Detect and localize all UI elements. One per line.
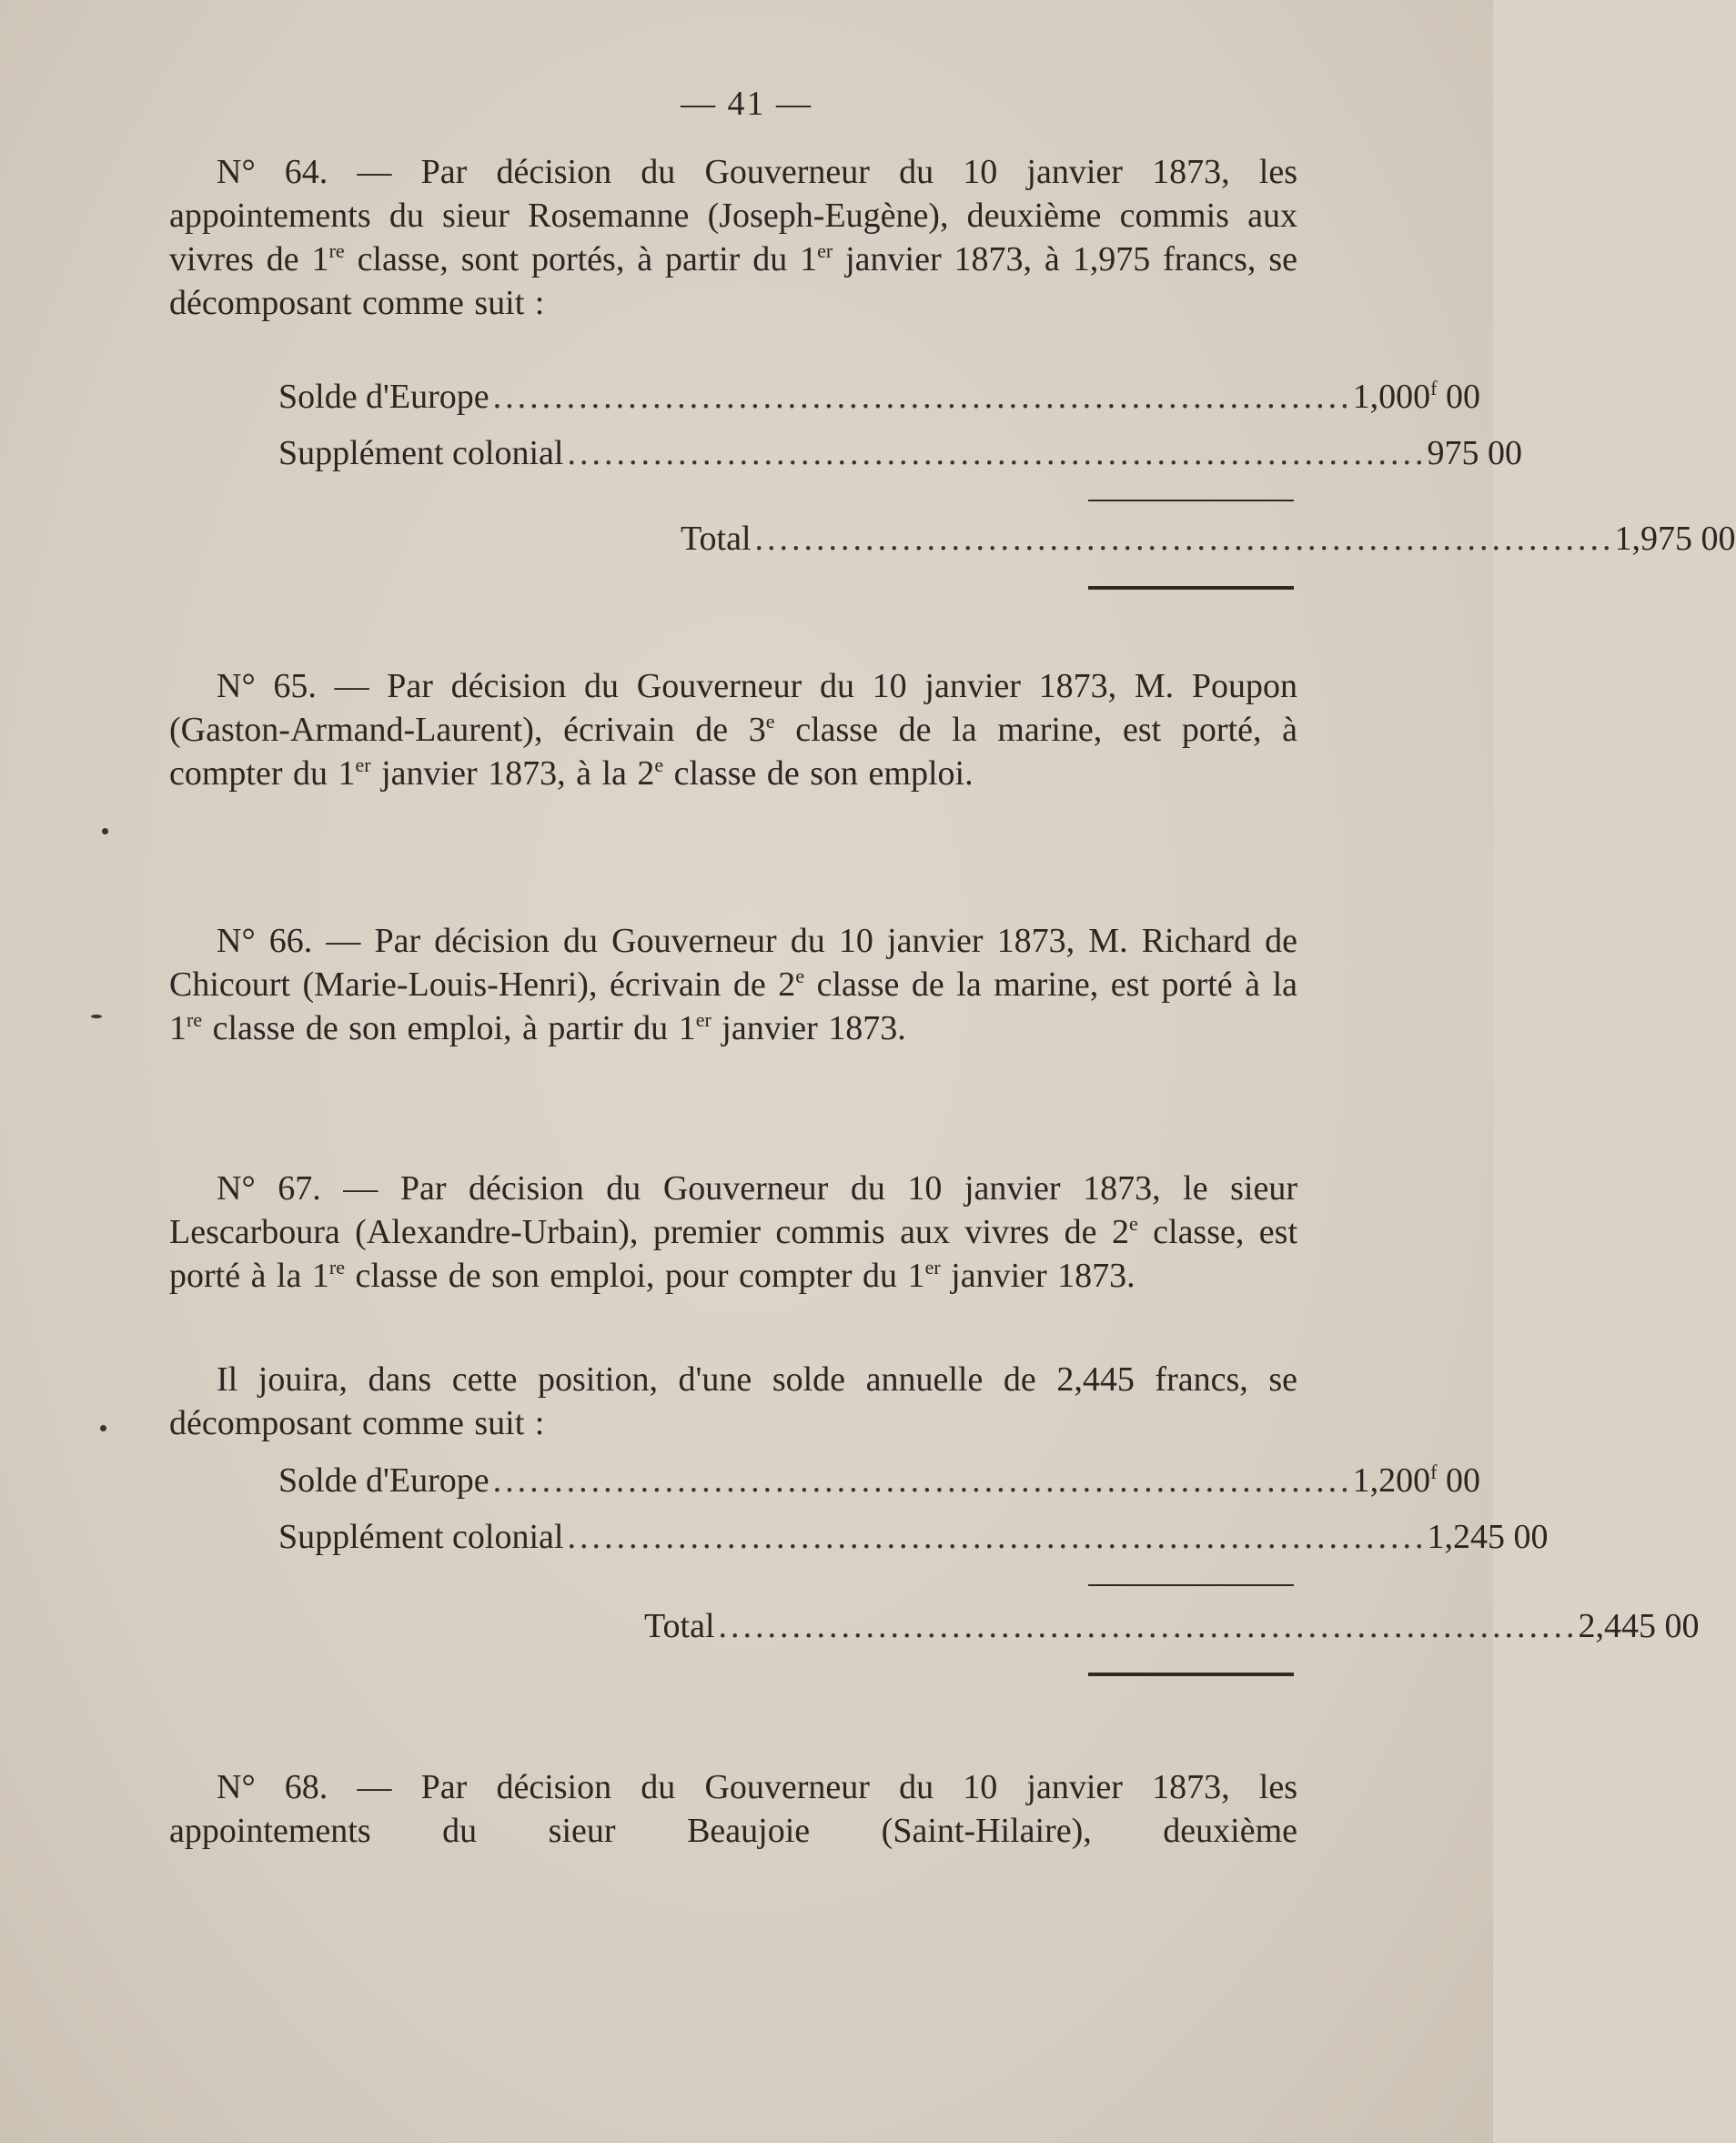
solde-row: Solde d'Europe ...................................................................... 1,200$^f$ 00 [278, 1461, 1480, 1500]
entry-65-text: N° 65. — Par décision du Gouverneur du 10 janvier 1873, M. Poupon (Gaston-Armand-Laurent), écrivain de 3e classe de la marine, est porté, à compter du 1er janvier 1873, à la 2e classe de son emploi. [169, 667, 1297, 793]
ink-speck [100, 1425, 106, 1431]
supplement-row: Supplément colonial ...................................................................... 1,245 00 [278, 1518, 1549, 1556]
total-rule [1088, 586, 1294, 590]
subtotal-rule [1088, 500, 1294, 501]
ink-speck [91, 1015, 102, 1018]
entry-66 [169, 919, 1297, 1050]
total-row: Total ...................................................................... 1,975 00 [681, 520, 1736, 558]
page-number: — 41 — [681, 85, 812, 123]
total-row: Total ...................................................................... 2,445 00 [644, 1607, 1700, 1645]
solde-row: Solde d'Europe ...................................................................... 1,000$^f$ 00 [278, 377, 1480, 416]
entry-68 [169, 1765, 1297, 1853]
entry-64 [169, 150, 1297, 325]
entry-67 [169, 1167, 1297, 1298]
supplement-row: Supplément colonial ...................................................................... 975 00 [278, 434, 1522, 472]
entry-67-solde-text: Il jouira, dans cette position, d'une solde annuelle de 2,445 francs, se décomposant comme suit : [169, 1360, 1297, 1442]
entry-67-text: N° 67. — Par décision du Gouverneur du 10 janvier 1873, le sieur Lescarboura (Alexandre-Urbain), premier commis aux vivres de 2e classe, est porté à la 1re classe de son emploi, pour compter du 1er janvier 1873. [169, 1169, 1297, 1295]
entry-68-text: N° 68. — Par décision du Gouverneur du 10 janvier 1873, les appointements du sieur Beaujoie (Saint-Hilaire), deuxième [169, 1768, 1297, 1850]
entry-67-para2 [169, 1358, 1297, 1445]
entry-66-text: N° 66. — Par décision du Gouverneur du 10 janvier 1873, M. Richard de Chicourt (Marie-Louis-Henri), écrivain de 2e classe de la marine, est porté à la 1re classe de son emploi, à partir du 1er janvier 1873. [169, 922, 1297, 1047]
entry-64-text: N° 64. — Par décision du Gouverneur du 10 janvier 1873, les appointements du sieur Rosemanne (Joseph-Eugène), deuxième commis aux vivres de 1re classe, sont portés, à partir du 1er janvier 1873, à 1,975 francs, se décomposant comme suit : [169, 153, 1297, 322]
subtotal-rule [1088, 1584, 1294, 1586]
total-rule [1088, 1673, 1294, 1676]
ink-speck [102, 828, 108, 834]
entry-65 [169, 664, 1297, 795]
